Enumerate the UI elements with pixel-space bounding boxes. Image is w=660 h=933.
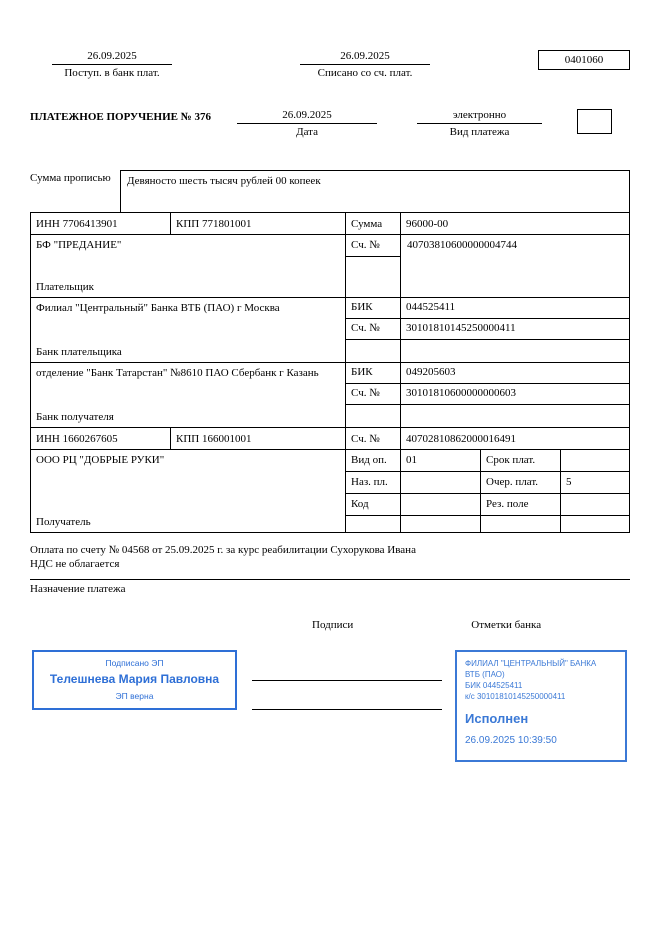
bank-stamp-status: Исполнен xyxy=(465,711,529,726)
purpose-line-2: НДС не облагается xyxy=(30,558,120,570)
kod-label: Код xyxy=(346,494,401,516)
form-code: 0401060 xyxy=(564,54,604,66)
payer-bank-filler xyxy=(346,340,401,362)
stamps-area xyxy=(30,637,630,867)
bank-stamp-line1: ФИЛИАЛ "ЦЕНТРАЛЬНЫЙ" БАНКА xyxy=(465,659,597,668)
payment-kind-label: Вид платежа xyxy=(449,126,510,138)
payer-account-area xyxy=(346,235,629,297)
amount-label: Сумма xyxy=(346,213,401,234)
debited-date-block xyxy=(300,50,430,79)
payee-filler-3 xyxy=(481,516,561,532)
payee-name: ООО РЦ "ДОБРЫЕ РУКИ" xyxy=(36,454,165,466)
kod-value xyxy=(401,494,481,516)
payer-bank-cell xyxy=(31,298,346,362)
signature-line-2 xyxy=(252,709,442,710)
purpose-line-1: Оплата по счету № 04568 от 25.09.2025 г. за курс реабилитации Сухорукова Ивана xyxy=(30,544,416,556)
payee-bank-filler xyxy=(346,405,401,427)
payee-bank-name: отделение "Банк Татарстан" №8610 ПАО Сбербанк г Казань xyxy=(36,367,319,379)
amount-value: 96000-00 xyxy=(406,218,449,230)
payee-filler-1 xyxy=(346,516,401,532)
document-date-block xyxy=(237,109,377,138)
payer-bank-name: Филиал "Центральный" Банка ВТБ (ПАО) г Москва xyxy=(36,302,280,314)
debited-date-value: 26.09.2025 xyxy=(300,50,430,65)
srok-plat-label: Срок плат. xyxy=(481,450,561,472)
signature-stamp-line1: Подписано ЭП xyxy=(105,658,164,668)
payee-filler-2 xyxy=(401,516,481,532)
payee-bank-bik-value: 049205603 xyxy=(401,363,629,384)
signer-name: Телешнева Мария Павловна xyxy=(49,672,220,686)
purpose-label: Назначение платежа xyxy=(30,583,126,595)
requisites-table xyxy=(30,212,630,533)
document-title: ПЛАТЕЖНОЕ ПОРУЧЕНИЕ № 376 xyxy=(30,111,212,123)
payee-cell xyxy=(31,450,346,532)
payer-bank-account-label: Сч. № xyxy=(346,319,401,340)
payer-label: Плательщик xyxy=(36,281,94,293)
bank-marks-label: Отметки банка xyxy=(471,619,542,631)
received-date-value: 26.09.2025 xyxy=(52,50,172,65)
payer-name: БФ "ПРЕДАНИЕ" xyxy=(36,239,122,251)
naz-pl-label: Наз. пл. xyxy=(346,472,401,494)
top-dates-row xyxy=(30,50,630,79)
payer-inn-row xyxy=(31,213,629,235)
payee-bank-account-value: 30101810600000000603 xyxy=(401,384,629,405)
payee-account-label: Сч. № xyxy=(346,428,401,449)
payee-bank-block xyxy=(31,363,629,428)
title-row xyxy=(30,109,630,138)
debited-date-label: Списано со сч. плат. xyxy=(317,67,413,79)
payer-inn: ИНН 7706413901 xyxy=(31,213,171,234)
signatures-label: Подписи xyxy=(312,619,354,631)
vid-op-value: 01 xyxy=(401,450,481,472)
purpose-text-block xyxy=(30,541,630,580)
payee-label: Получатель xyxy=(36,516,91,528)
payee-bank-label: Банк получателя xyxy=(36,411,114,423)
naz-pl-value xyxy=(401,472,481,494)
payee-bank-account-label: Сч. № xyxy=(346,384,401,405)
payee-kpp: КПП 166001001 xyxy=(171,428,346,449)
document-date-label: Дата xyxy=(296,126,318,138)
signature-line-1 xyxy=(252,680,442,681)
payer-bank-account-value: 30101810145250000411 xyxy=(401,319,629,340)
amount-words-label: Сумма прописью xyxy=(30,172,111,184)
payer-bank-account-area xyxy=(346,298,629,362)
payer-bank-label: Банк плательщика xyxy=(36,346,122,358)
payer-block xyxy=(31,235,629,298)
payee-bank-account-area xyxy=(346,363,629,427)
bank-execution-stamp xyxy=(455,650,627,762)
payer-bank-bik-label: БИК xyxy=(346,298,401,319)
payee-inn: ИНН 1660267605 xyxy=(31,428,171,449)
payment-kind-value: электронно xyxy=(417,109,542,124)
status-code-box xyxy=(577,109,612,134)
payee-fields-area xyxy=(346,450,629,532)
received-date-label: Поступ. в банк плат. xyxy=(64,67,160,79)
payer-bank-block xyxy=(31,298,629,363)
bank-stamp-line2: ВТБ (ПАО) xyxy=(465,670,505,679)
amount-words-row xyxy=(30,170,630,212)
bank-stamp-line4: к/с 30101810145250000411 xyxy=(465,692,566,701)
payee-block xyxy=(31,450,629,532)
payment-kind-block xyxy=(417,109,542,138)
ocher-plat-label: Очер. плат. xyxy=(481,472,561,494)
amount-words-value: Девяносто шесть тысяч рублей 00 копеек xyxy=(120,170,630,212)
payee-bank-bik-label: БИК xyxy=(346,363,401,384)
payee-bank-cell xyxy=(31,363,346,427)
signature-stamp-line3: ЭП верна xyxy=(115,691,154,701)
document-date-value: 26.09.2025 xyxy=(237,109,377,124)
rez-pole-label: Рез. поле xyxy=(481,494,561,516)
form-code-box xyxy=(538,50,630,70)
payer-account-label: Сч. № xyxy=(346,235,401,257)
srok-plat-value xyxy=(561,450,629,472)
ocher-plat-value: 5 xyxy=(561,472,629,494)
electronic-signature-stamp xyxy=(32,650,237,710)
payer-bank-bik-value: 044525411 xyxy=(401,298,629,319)
payer-account-value: 40703810600000004744 xyxy=(407,239,517,251)
payer-kpp: КПП 771801001 xyxy=(171,213,346,234)
bank-stamp-line3: БИК 044525411 xyxy=(465,681,523,690)
footer-labels-row xyxy=(30,619,630,631)
payee-account-value: 40702810862000016491 xyxy=(406,433,516,445)
payee-inn-row xyxy=(31,428,629,450)
rez-pole-value xyxy=(561,494,629,516)
vid-op-label: Вид оп. xyxy=(346,450,401,472)
payer-cell xyxy=(31,235,346,297)
received-date-block xyxy=(52,50,172,79)
bank-stamp-datetime: 26.09.2025 10:39:50 xyxy=(465,735,557,746)
payer-account-filler xyxy=(346,257,401,297)
